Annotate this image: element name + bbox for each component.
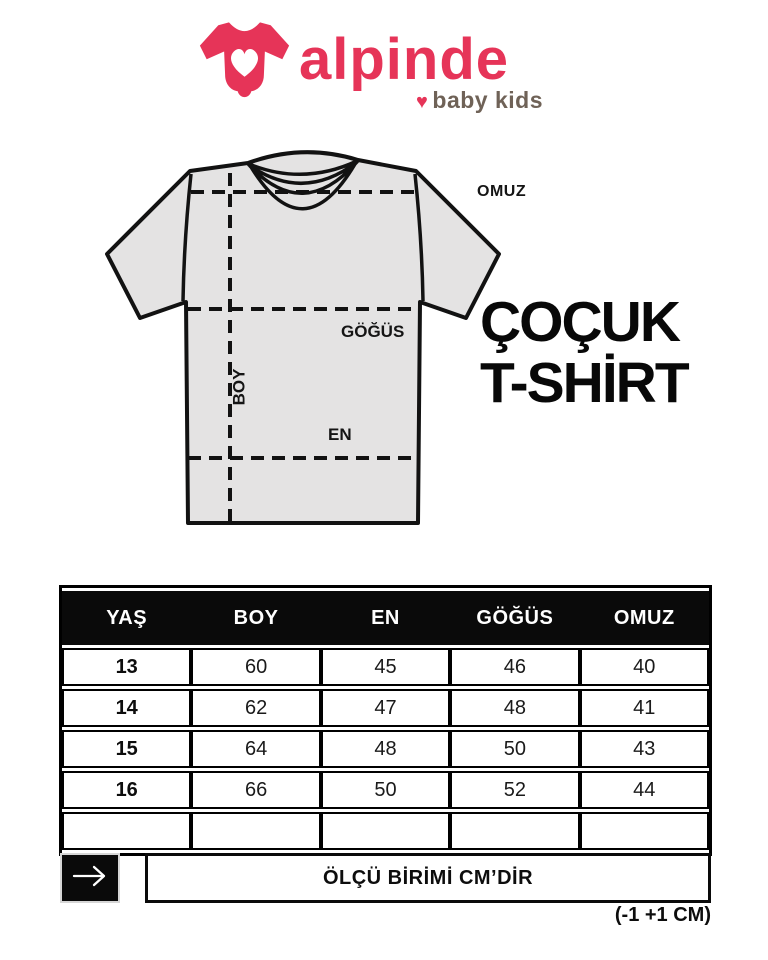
brand-name: alpinde xyxy=(299,27,510,92)
cell-age: 13 xyxy=(62,648,191,686)
cell-length: 66 xyxy=(191,771,320,809)
cell-chest: 50 xyxy=(450,730,579,768)
measure-unit-text: ÖLÇÜ BİRİMİ CM’DİR xyxy=(322,866,534,889)
tolerance-note: (-1 +1 CM) xyxy=(614,904,711,926)
cell-width: 47 xyxy=(321,689,450,727)
brand-tagline xyxy=(300,87,543,114)
table-row xyxy=(62,730,709,768)
cell-length: 62 xyxy=(191,689,320,727)
cell-shoulder: 41 xyxy=(580,689,709,727)
cell-shoulder: 43 xyxy=(580,730,709,768)
product-title xyxy=(480,292,750,414)
baby-onesie-icon xyxy=(196,16,293,118)
cell-chest xyxy=(450,812,579,850)
cell-age xyxy=(62,812,191,850)
heart-icon: ♥ xyxy=(416,91,429,113)
cell-length: 60 xyxy=(191,648,320,686)
table-row xyxy=(62,771,709,809)
cell-age: 15 xyxy=(62,730,191,768)
col-header-length: BOY xyxy=(191,591,320,645)
cell-shoulder: 44 xyxy=(580,771,709,809)
tagline-text: baby kids xyxy=(432,87,543,113)
right-arrow-icon xyxy=(71,863,109,894)
cell-age: 16 xyxy=(62,771,191,809)
cell-chest: 52 xyxy=(450,771,579,809)
label-shoulder: OMUZ xyxy=(477,183,527,200)
cell-width: 45 xyxy=(321,648,450,686)
label-width: EN xyxy=(328,425,352,444)
tshirt-measurement-diagram xyxy=(88,140,512,540)
size-table xyxy=(59,585,712,856)
measure-unit-note xyxy=(145,853,711,903)
label-chest: GÖĞÜS xyxy=(341,322,405,341)
cell-length: 64 xyxy=(191,730,320,768)
cell-shoulder xyxy=(580,812,709,850)
cell-age: 14 xyxy=(62,689,191,727)
size-table-header-row xyxy=(62,591,709,645)
label-length: BOY xyxy=(229,368,249,406)
product-title-line1: ÇOÇUK xyxy=(480,290,679,354)
cell-shoulder: 40 xyxy=(580,648,709,686)
table-row xyxy=(62,648,709,686)
cell-width xyxy=(321,812,450,850)
table-row xyxy=(62,689,709,727)
col-header-age: YAŞ xyxy=(62,591,191,645)
cell-width: 48 xyxy=(321,730,450,768)
cell-width: 50 xyxy=(321,771,450,809)
cell-chest: 48 xyxy=(450,689,579,727)
col-header-chest: GÖĞÜS xyxy=(450,591,579,645)
table-row-empty xyxy=(62,812,709,850)
col-header-width: EN xyxy=(321,591,450,645)
cell-chest: 46 xyxy=(450,648,579,686)
product-title-line2: T-SHİRT xyxy=(480,351,688,415)
cell-length xyxy=(191,812,320,850)
col-header-shoulder: OMUZ xyxy=(580,591,709,645)
arrow-box xyxy=(60,853,120,903)
